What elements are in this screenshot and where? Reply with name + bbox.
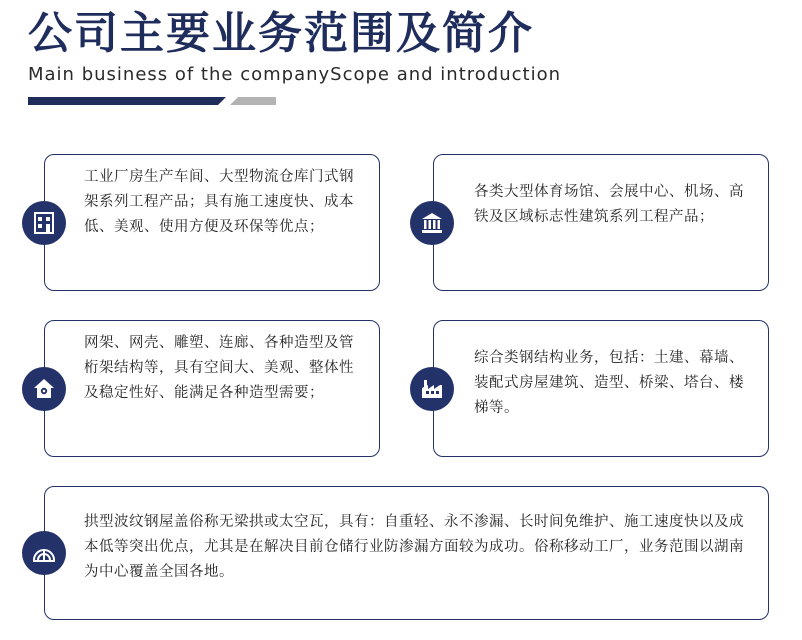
factory-icon — [410, 367, 454, 411]
business-card-text: 各类大型体育场馆、会展中心、机场、高铁及区域标志性建筑系列工程产品； — [474, 184, 744, 225]
building-icon — [22, 201, 66, 245]
business-card-text: 综合类钢结构业务，包括：土建、幕墙、装配式房屋建筑、造型、桥梁、塔台、楼梯等。 — [474, 350, 744, 416]
title-underline-gray — [230, 97, 276, 105]
stadium-icon — [410, 201, 454, 245]
page-title: 公司主要业务范围及简介 — [28, 8, 534, 59]
title-underline-dark — [28, 97, 226, 105]
house-gear-icon — [22, 367, 66, 411]
business-card-text: 工业厂房生产车间、大型物流仓库门式钢架系列工程产品；具有施工速度快、成本低、美观、使用方便及环保等优点； — [84, 169, 354, 235]
business-card-text: 网架、网壳、雕塑、连廊、各种造型及管桁架结构等，具有空间大、美观、整体性及稳定性好、能满足各种造型需要； — [84, 335, 354, 401]
page-subtitle: Main business of the companyScope and introduction — [28, 64, 561, 85]
arch-roof-icon — [22, 531, 66, 575]
business-card-text: 拱型波纹钢屋盖俗称无梁拱或太空瓦，具有：自重轻、永不渗漏、长时间免维护、施工速度快以及成本低等突出优点，尤其是在解决目前仓储行业防渗漏方面较为成功。俗称移动工厂，业务范围以湖南为中心覆盖全国各地。 — [84, 514, 744, 580]
